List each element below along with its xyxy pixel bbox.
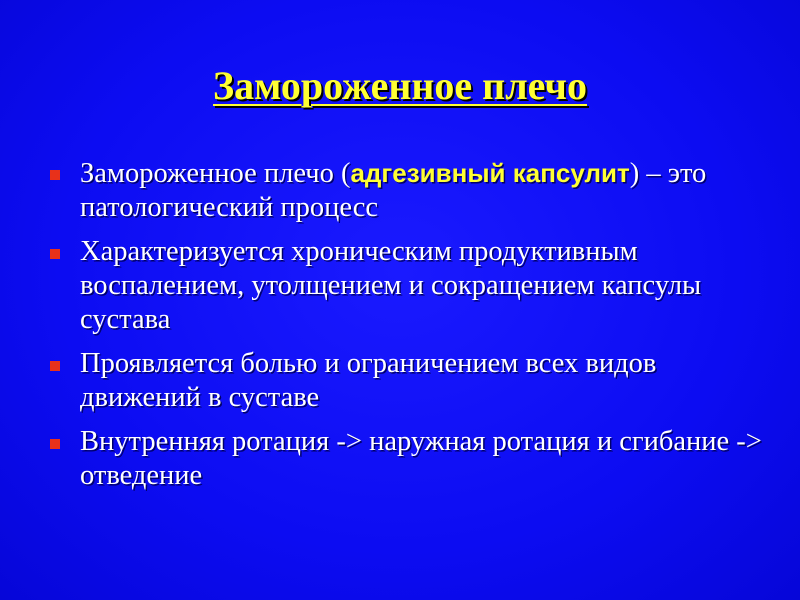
square-bullet-icon	[50, 170, 60, 180]
square-bullet-icon	[50, 361, 60, 371]
bullet-text: Характеризуется хроническим продуктивным воспалением, утолщением и сокращением капсулы сустава	[80, 236, 702, 335]
bullet-text-before: Замороженное плечо (	[80, 158, 351, 189]
bullet-item-characteristics	[46, 235, 776, 337]
bullet-item-definition	[46, 156, 776, 225]
highlight-term: адгезивный капсулит	[350, 158, 630, 188]
slide-title: Замороженное плечо	[213, 63, 587, 108]
bullet-text: Внутренняя ротация -> наружная ротация и сгибание -> отведение	[80, 426, 762, 491]
square-bullet-icon	[50, 439, 60, 449]
bullet-list	[46, 156, 776, 503]
bullet-item-progression	[46, 425, 776, 493]
bullet-item-symptoms	[46, 347, 776, 415]
square-bullet-icon	[50, 249, 60, 259]
bullet-text: Проявляется болью и ограничением всех видов движений в суставе	[80, 348, 657, 413]
bullet-text-after: ) – это патологический процесс	[80, 158, 707, 223]
